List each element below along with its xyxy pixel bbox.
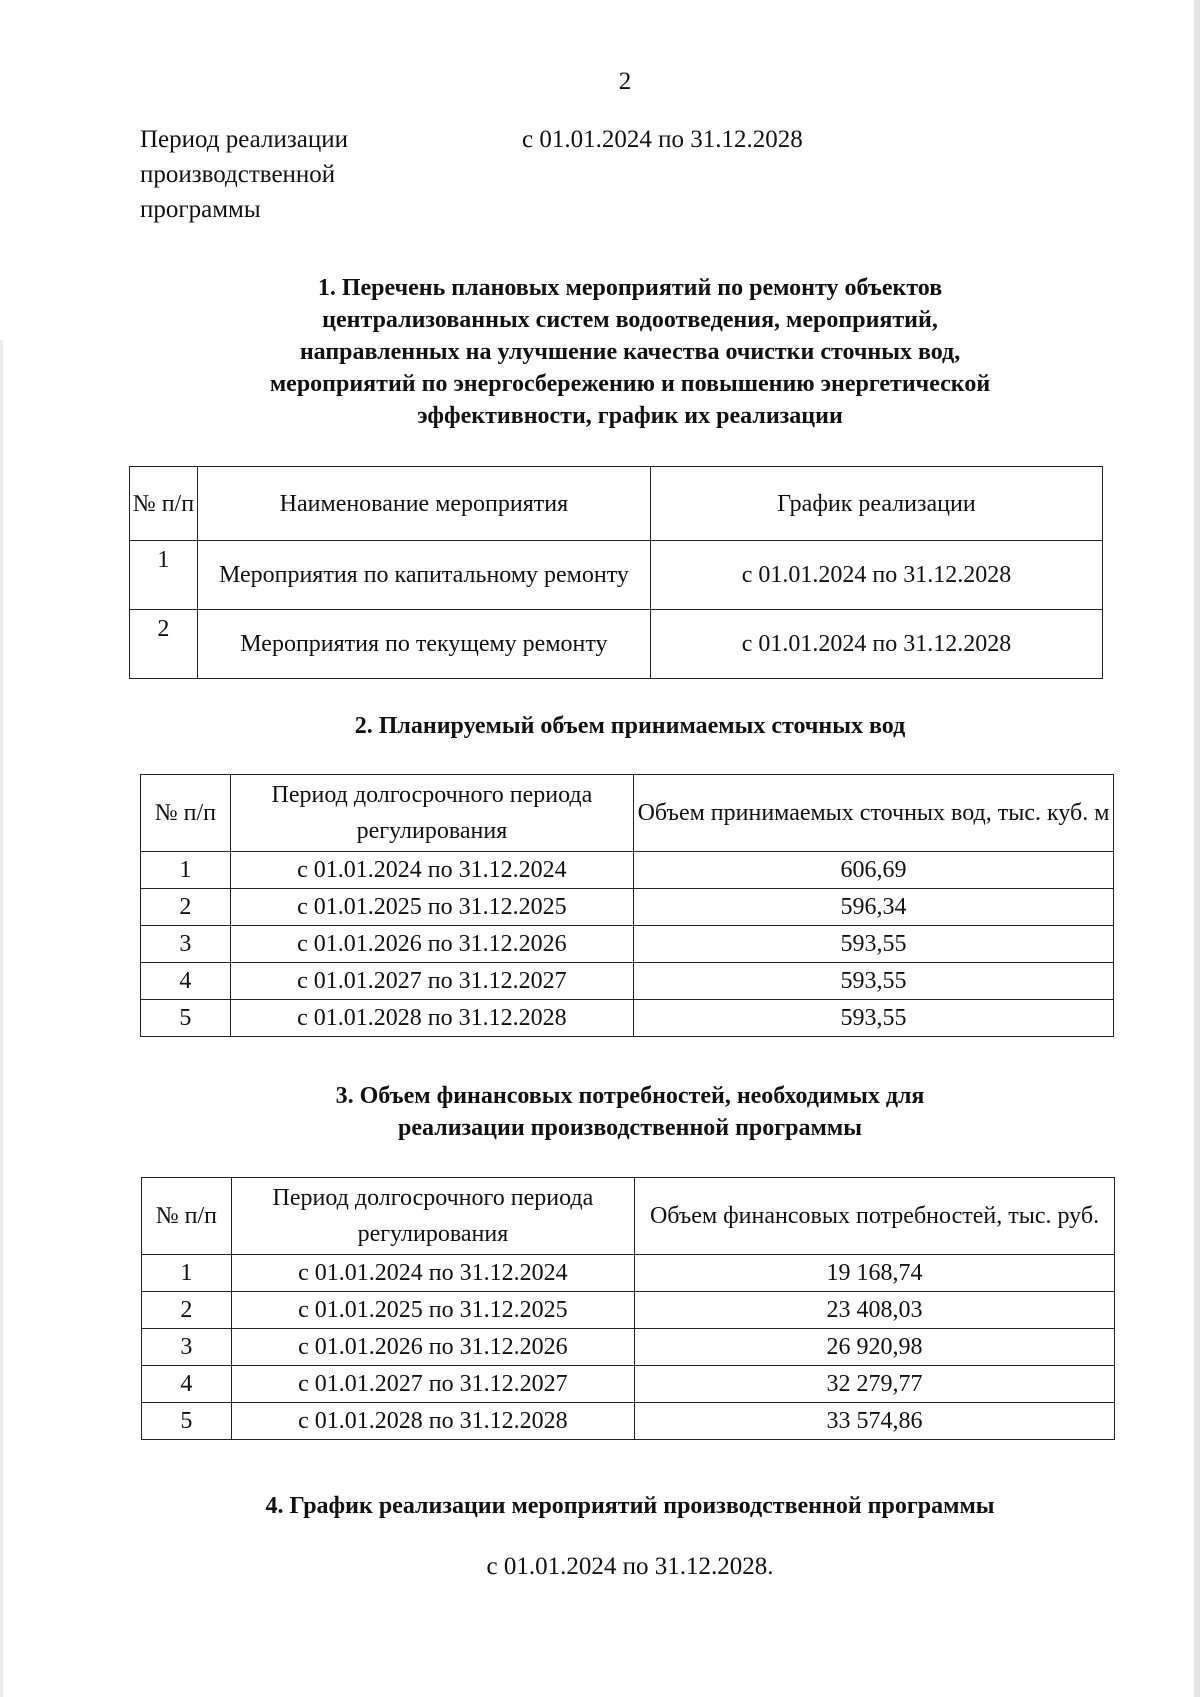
row-period: с 01.01.2024 по 31.12.2024 bbox=[230, 852, 633, 889]
row-value: 596,34 bbox=[634, 889, 1114, 926]
period-label-line: производственной bbox=[140, 161, 336, 188]
table-header-row bbox=[141, 775, 1114, 852]
row-schedule: с 01.01.2024 по 31.12.2028 bbox=[650, 610, 1102, 679]
section1-title-line: мероприятий по энергосбережению и повышению энергетической bbox=[269, 371, 991, 397]
row-num: 2 bbox=[130, 610, 198, 679]
section2-title: 2. Планируемый объем принимаемых сточных вод bbox=[354, 713, 906, 739]
row-period: с 01.01.2024 по 31.12.2024 bbox=[231, 1255, 634, 1292]
measures-table bbox=[129, 466, 1103, 679]
table-header-row bbox=[130, 467, 1103, 541]
row-period: с 01.01.2025 по 31.12.2025 bbox=[231, 1292, 634, 1329]
table-row bbox=[141, 926, 1114, 963]
section3-title-line: реализации производственной программы bbox=[398, 1115, 862, 1141]
row-num: 4 bbox=[142, 1366, 232, 1403]
table-row bbox=[142, 1292, 1115, 1329]
section1-title bbox=[140, 272, 1120, 432]
wastewater-volume-table bbox=[140, 774, 1114, 1037]
row-value: 606,69 bbox=[634, 852, 1114, 889]
header-volume: Объем принимаемых сточных вод, тыс. куб. м bbox=[634, 775, 1114, 852]
row-num: 3 bbox=[142, 1329, 232, 1366]
table-row bbox=[142, 1329, 1115, 1366]
row-value: 26 920,98 bbox=[635, 1329, 1115, 1366]
header-financial-volume: Объем финансовых потребностей, тыс. руб. bbox=[635, 1178, 1115, 1255]
page-number: 2 bbox=[618, 68, 632, 95]
financial-needs-table bbox=[141, 1177, 1115, 1440]
section4-title: 4. График реализации мероприятий производственной программы bbox=[265, 1493, 995, 1519]
row-value: 19 168,74 bbox=[635, 1255, 1115, 1292]
period-label-line: программы bbox=[140, 196, 261, 223]
table-row bbox=[130, 541, 1103, 610]
header-num: № п/п bbox=[130, 467, 198, 541]
table-row bbox=[141, 963, 1114, 1000]
table-row bbox=[142, 1255, 1115, 1292]
row-period: с 01.01.2025 по 31.12.2025 bbox=[230, 889, 633, 926]
section3-title bbox=[140, 1080, 1120, 1144]
table-row bbox=[142, 1366, 1115, 1403]
row-num: 4 bbox=[141, 963, 231, 1000]
section1-title-line: централизованных систем водоотведения, мероприятий, bbox=[322, 307, 938, 333]
row-value: 33 574,86 bbox=[635, 1403, 1115, 1440]
section1-title-line: направленных на улучшение качества очистки сточных вод, bbox=[299, 339, 961, 365]
row-num: 5 bbox=[142, 1403, 232, 1440]
row-period: с 01.01.2028 по 31.12.2028 bbox=[230, 1000, 633, 1037]
row-value: 32 279,77 bbox=[635, 1366, 1115, 1403]
header-num: № п/п bbox=[142, 1178, 232, 1255]
row-value: 593,55 bbox=[634, 1000, 1114, 1037]
row-value: 23 408,03 bbox=[635, 1292, 1115, 1329]
header-period: Период долгосрочного периода регулирования bbox=[231, 1178, 634, 1255]
table-header-row bbox=[142, 1178, 1115, 1255]
row-schedule: с 01.01.2024 по 31.12.2028 bbox=[650, 541, 1102, 610]
period-label bbox=[140, 122, 440, 227]
table-row bbox=[142, 1403, 1115, 1440]
period-value: с 01.01.2024 по 31.12.2028 bbox=[522, 126, 803, 153]
row-num: 2 bbox=[141, 889, 231, 926]
table-row bbox=[141, 889, 1114, 926]
section1-title-line: эффективности, график их реализации bbox=[417, 403, 843, 429]
header-schedule: График реализации bbox=[650, 467, 1102, 541]
section1-title-line: 1. Перечень плановых мероприятий по ремонту объектов bbox=[317, 275, 943, 301]
table-row bbox=[141, 852, 1114, 889]
row-value: 593,55 bbox=[634, 963, 1114, 1000]
header-measure-name: Наименование мероприятия bbox=[197, 467, 650, 541]
row-num: 2 bbox=[142, 1292, 232, 1329]
table-row bbox=[141, 1000, 1114, 1037]
row-measure-name: Мероприятия по текущему ремонту bbox=[197, 610, 650, 679]
row-period: с 01.01.2026 по 31.12.2026 bbox=[231, 1329, 634, 1366]
row-period: с 01.01.2026 по 31.12.2026 bbox=[230, 926, 633, 963]
row-period: с 01.01.2027 по 31.12.2027 bbox=[230, 963, 633, 1000]
header-num: № п/п bbox=[141, 775, 231, 852]
row-period: с 01.01.2028 по 31.12.2028 bbox=[231, 1403, 634, 1440]
row-period: с 01.01.2027 по 31.12.2027 bbox=[231, 1366, 634, 1403]
section4-value: с 01.01.2024 по 31.12.2028. bbox=[486, 1553, 774, 1580]
row-num: 1 bbox=[130, 541, 198, 610]
period-label-line: Период реализации bbox=[140, 126, 348, 153]
row-measure-name: Мероприятия по капитальному ремонту bbox=[197, 541, 650, 610]
header-period: Период долгосрочного периода регулирования bbox=[230, 775, 633, 852]
scan-edge-left bbox=[0, 340, 3, 1697]
row-num: 3 bbox=[141, 926, 231, 963]
row-num: 1 bbox=[142, 1255, 232, 1292]
table-row bbox=[130, 610, 1103, 679]
row-value: 593,55 bbox=[634, 926, 1114, 963]
scan-edge-right bbox=[1194, 0, 1200, 1697]
row-num: 1 bbox=[141, 852, 231, 889]
section3-title-line: 3. Объем финансовых потребностей, необходимых для bbox=[335, 1083, 925, 1109]
row-num: 5 bbox=[141, 1000, 231, 1037]
